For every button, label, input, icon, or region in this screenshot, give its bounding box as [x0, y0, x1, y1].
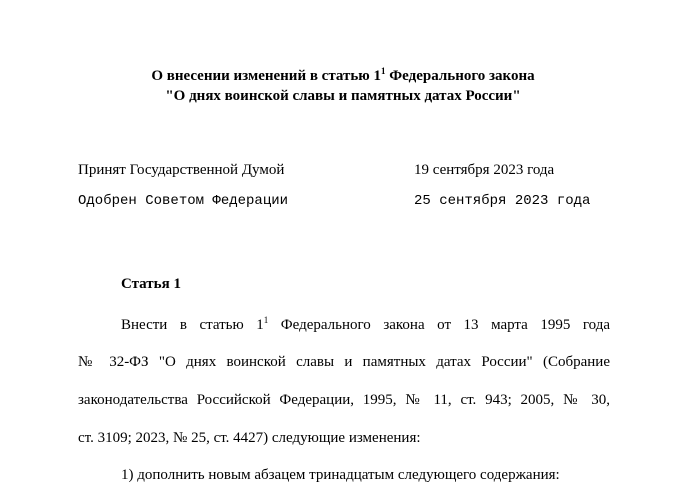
council-approved-label: Одобрен Советом Федерации: [78, 193, 289, 209]
document-title-line-1: О внесении изменений в статью $1^1$ Федерального закона: [151, 66, 535, 84]
article-heading: Статья 1: [121, 276, 181, 292]
article-item-1: 1) дополнить новым абзацем тринадцатым следующего содержания:: [121, 467, 560, 483]
article-paragraph-line-4: ст. 3109; 2023, № 25, ст. 4427) следующие изменения:: [78, 430, 421, 446]
document-title-line-2: "О днях воинской славы и памятных датах России": [165, 88, 521, 104]
duma-adopted-date: 19 сентября 2023 года: [414, 162, 555, 178]
title-superscript: 1: [381, 66, 386, 76]
article-paragraph-line-2: № 32-ФЗ "О днях воинской славы и памятных датах России" (Собрание: [78, 354, 610, 370]
article-paragraph-line-1: Внести в статью $1^1$ Федерального закона от 13 марта 1995 года: [121, 315, 611, 333]
article-superscript: 1: [263, 315, 269, 325]
article-paragraph-line-3: законодательства Российской Федерации, 1995, № 11, ст. 943; 2005, № 30,: [78, 392, 610, 408]
council-approved-date: 25 сентября 2023 года: [414, 193, 591, 209]
duma-adopted-label: Принят Государственной Думой: [78, 162, 285, 178]
